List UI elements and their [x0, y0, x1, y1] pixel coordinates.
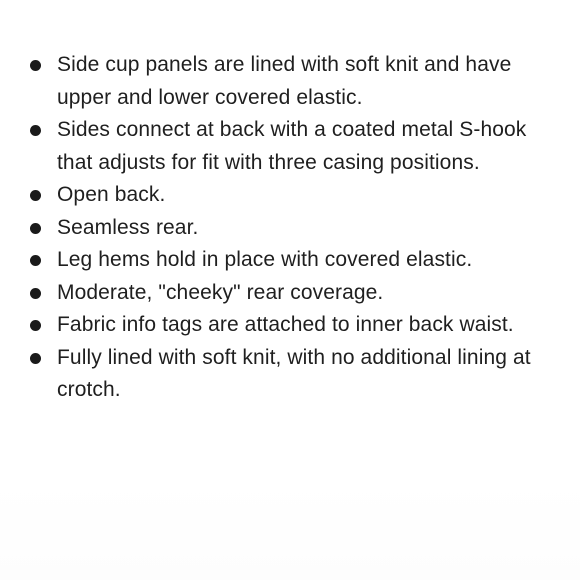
list-item-text: Fully lined with soft knit, with no additional lining at crotch.	[57, 345, 531, 401]
bullet-icon	[30, 60, 41, 71]
feature-list	[0, 49, 580, 407]
list-item	[0, 244, 580, 277]
faded-bottom-area	[0, 480, 580, 580]
description-content	[0, 49, 580, 407]
list-item	[0, 342, 580, 407]
list-item	[0, 114, 580, 179]
list-item	[0, 49, 580, 114]
list-item	[0, 309, 580, 342]
list-item	[0, 179, 580, 212]
list-item-text: Seamless rear.	[57, 215, 199, 239]
list-item	[0, 212, 580, 245]
bullet-icon	[30, 320, 41, 331]
bullet-icon	[30, 190, 41, 201]
bullet-icon	[30, 288, 41, 299]
bullet-icon	[30, 125, 41, 136]
bullet-icon	[30, 255, 41, 266]
list-item-text: Sides connect at back with a coated metal S-hook that adjusts for fit with three casing positions.	[57, 118, 527, 174]
list-item-text: Fabric info tags are attached to inner back waist.	[57, 313, 514, 336]
list-item-text: Open back.	[57, 183, 166, 206]
bullet-icon	[30, 353, 41, 364]
list-item-text: Side cup panels are lined with soft knit and have upper and lower covered elastic.	[57, 53, 512, 109]
bullet-icon	[30, 223, 41, 234]
list-item-text: Moderate, "cheeky" rear coverage.	[57, 280, 384, 304]
list-item	[0, 277, 580, 310]
list-item-text: Leg hems hold in place with covered elastic.	[57, 248, 473, 271]
